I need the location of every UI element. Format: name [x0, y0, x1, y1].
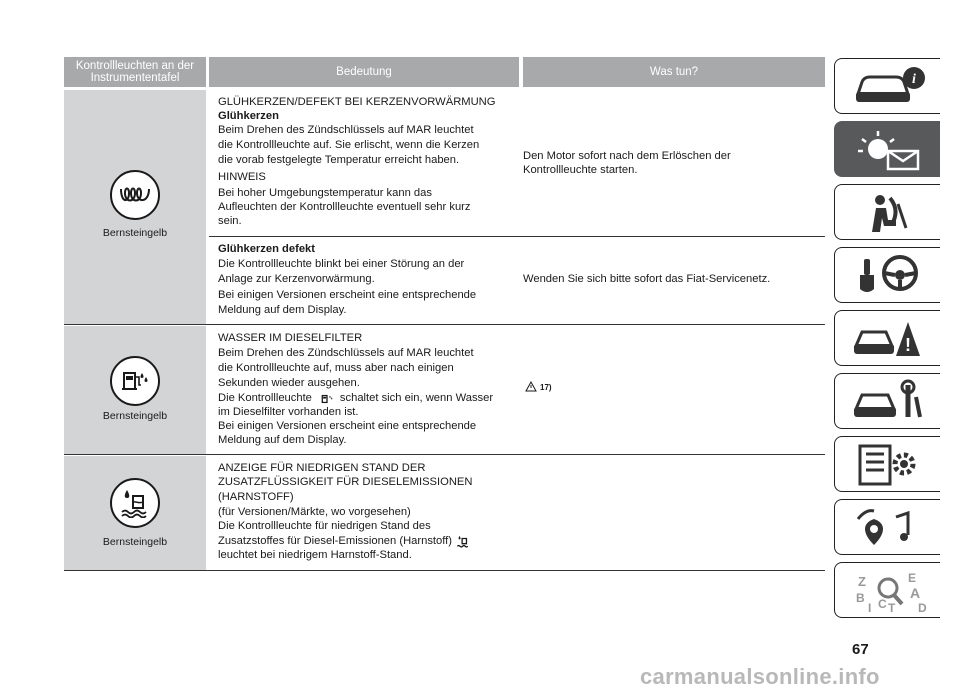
meaning-text: Meldung auf dem Display. [218, 434, 347, 446]
meaning-text: Beim Drehen des Zündschlüssels auf MAR leuchtet [218, 124, 474, 136]
header-meaning: Bedeutung [209, 57, 519, 87]
tab-service[interactable] [834, 373, 940, 429]
svg-text:D: D [917, 601, 927, 612]
meaning-text: Die Kontrollleuchte blinkt bei einer Störung an der [218, 258, 465, 270]
meaning-title: (HARNSTOFF) [218, 491, 294, 503]
airbag-safety-icon [848, 190, 928, 234]
multimedia-icon [848, 505, 928, 549]
svg-text:A: A [909, 585, 920, 601]
car-service-icon [848, 379, 928, 423]
meaning-text: leuchtet bei niedrigem Harnstoff-Stand. [218, 549, 412, 561]
meaning-title: ZUSATZFLÜSSIGKEIT FÜR DIESELEMISSIONEN [218, 476, 473, 488]
svg-text:T: T [887, 601, 895, 612]
tab-starting-driving[interactable] [834, 247, 940, 303]
svg-text:Z: Z [857, 574, 866, 589]
note-text: Bei hoher Umgebungstemperatur kann das [218, 187, 432, 199]
svg-text:I: I [867, 601, 871, 612]
tab-multimedia[interactable] [834, 499, 940, 555]
car-info-icon [848, 64, 928, 108]
meaning-text: die vorab festgelegte Temperatur erreicht haben. [218, 154, 460, 166]
action-text: Wenden Sie sich bitte sofort das Fiat-Servicenetz. [523, 273, 771, 285]
page-number: 67 [852, 641, 869, 658]
note-text: Aufleuchten der Kontrollleuchte eventuell sehr kurz [218, 201, 471, 213]
svg-text:B: B [855, 591, 865, 605]
meaning-text: schaltet sich ein, wenn Wasser [339, 392, 494, 404]
meaning-text: Bei einigen Versionen erscheint eine entsprechende [218, 289, 477, 301]
note-text: sein. [218, 215, 242, 227]
meaning-title: WASSER IM DIESELFILTER [218, 332, 363, 344]
header-warning-lights: Kontrollleuchten an der Instrumententafel [64, 57, 206, 87]
row-divider [64, 454, 825, 455]
warning-lights-icon [848, 127, 928, 171]
meaning-text: Anlage zur Kerzenvorwärmung. [218, 273, 375, 285]
meaning-subtitle: Glühkerzen [218, 110, 279, 122]
action-text: Kontrollleuchte starten. [523, 164, 638, 176]
note-title: HINWEIS [218, 171, 266, 183]
meaning-text: Sekunden wieder ausgehen. [218, 377, 360, 389]
row-divider [64, 570, 825, 571]
meaning-title: ANZEIGE FÜR NIEDRIGEN STAND DER [218, 462, 426, 474]
lamp-color-label: Bernsteingelb [102, 410, 168, 422]
adblue-level-icon [456, 535, 470, 548]
meaning-text: im Dieselfilter vorhanden ist. [218, 406, 359, 418]
svg-text:C: C [877, 597, 887, 611]
meaning-text: die Kontrollleuchte auf. Sie erlischt, wenn die Kerzen [218, 139, 480, 151]
meaning-text: die Kontrollleuchte auf, muss aber nach einigen [218, 362, 454, 374]
meaning-text: Meldung auf dem Display. [218, 304, 347, 316]
meaning-text-inline [218, 535, 470, 548]
meaning-text-inline [218, 392, 493, 405]
lamp-color-label: Bernsteingelb [102, 536, 168, 548]
meaning-text: Zusatzstoffes für Diesel-Emissionen (Harnstoff) [218, 535, 452, 547]
tab-index[interactable] [834, 562, 940, 618]
action-reference [525, 381, 552, 392]
watermark: carmanualsonline.info [640, 664, 880, 689]
tab-car-info[interactable] [834, 58, 940, 114]
index-icon [848, 568, 928, 612]
tab-safety[interactable] [834, 184, 940, 240]
tab-technical-data[interactable] [834, 436, 940, 492]
technical-data-icon [848, 442, 928, 486]
meaning-text: Bei einigen Versionen erscheint eine entsprechende [218, 420, 477, 432]
reference-number: 17) [540, 383, 552, 392]
meaning-subtitle: Glühkerzen defekt [218, 243, 315, 255]
row-divider [64, 324, 825, 325]
action-text: Den Motor sofort nach dem Erlöschen der [523, 150, 731, 162]
steering-key-icon [848, 253, 928, 297]
svg-text:i: i [911, 72, 916, 87]
svg-text:E: E [907, 571, 916, 585]
header-action: Was tun? [523, 57, 825, 87]
meaning-text: (für Versionen/Märkte, wo vorgesehen) [218, 506, 411, 518]
lamp-color-label: Bernsteingelb [102, 227, 168, 239]
tab-warning-lights[interactable] [834, 121, 940, 177]
svg-text:!: ! [904, 335, 911, 355]
glow-plug-icon [110, 170, 160, 220]
tab-emergency[interactable] [834, 310, 940, 366]
water-in-fuel-icon [320, 393, 334, 405]
meaning-title: GLÜHKERZEN/DEFEKT BEI KERZENVORWÄRMUNG [218, 96, 496, 108]
meaning-text: Beim Drehen des Zündschlüssels auf MAR leuchtet [218, 347, 474, 359]
car-accident-icon [848, 316, 928, 360]
meaning-text: Die Kontrollleuchte für niedrigen Stand des [218, 520, 431, 532]
water-in-fuel-icon [110, 356, 160, 406]
meaning-text: Die Kontrollleuchte [218, 392, 312, 404]
row-divider [209, 236, 825, 237]
adblue-level-icon [110, 478, 160, 528]
warning-triangle-icon [525, 381, 537, 392]
